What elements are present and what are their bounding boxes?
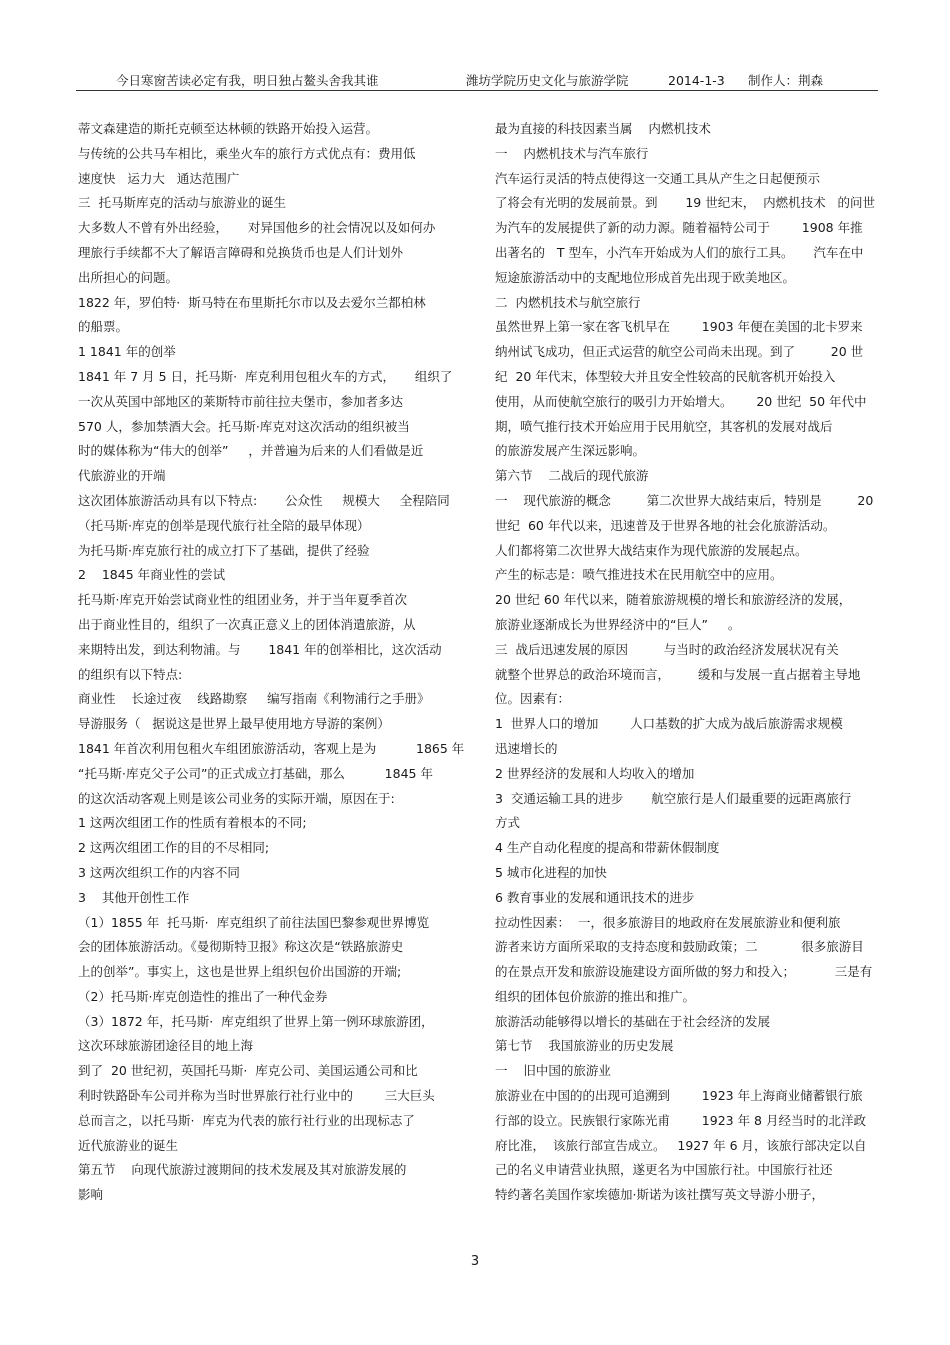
- text-line: 近代旅游业的诞生: [78, 1137, 179, 1153]
- text-line: 20 世纪 60 年代以来，随着旅游规模的增长和旅游经济的发展，: [495, 592, 852, 608]
- text-line: 纳州试飞成功，但正式运营的航空公司尚未出现。到了 20 世: [495, 344, 864, 360]
- text-line: 人们都将第二次世界大战结束作为现代旅游的发展起点。: [495, 542, 808, 558]
- text-line: 2 这两次组团工作的目的不尽相同;: [78, 840, 270, 856]
- text-line: 行部的设立。民族银行家陈光甫 1923 年 8 月经当时的北洋政: [495, 1112, 866, 1128]
- text-line: 产生的标志是：喷气推进技术在民用航空中的应用。: [495, 567, 783, 583]
- text-line: 的这次活动客观上则是该公司业务的实际开端，原因在于:: [78, 790, 395, 806]
- text-line: 旅游业逐渐成长为世界经济中的“巨人” 。: [495, 616, 741, 632]
- text-line: 位。因素有：: [495, 691, 571, 707]
- text-line: 第七节 我国旅游业的历史发展: [495, 1038, 674, 1054]
- text-line: 三 托马斯库克的活动与旅游业的诞生: [78, 195, 286, 211]
- text-line: 代旅游业的开端: [78, 468, 166, 484]
- text-line: 一 现代旅游的概念 第二次世界大战结束后，特别是 20: [495, 492, 874, 508]
- text-line: 1822 年，罗伯特· 斯马特在布里斯托尔市以及去爱尔兰都柏林: [78, 294, 426, 310]
- text-line: 旅游活动能够得以增长的基础在于社会经济的发展: [495, 1013, 771, 1029]
- text-line: 1841 年首次利用包租火车组团旅游活动，客观上是为 1865 年: [78, 740, 465, 756]
- text-line: 为托马斯·库克旅行社的成立打下了基础，提供了经验: [78, 542, 370, 558]
- text-line: 1841 年 7 月 5 日，托马斯· 库克利用包租火车的方式， 组织了: [78, 368, 453, 384]
- right-column: [495, 117, 885, 1208]
- text-line: 来期特出发，到达利物浦。与 1841 年的创举相比，这次活动: [78, 641, 442, 657]
- text-line: 托马斯·库克开始尝试商业性的组团业务，并于当年夏季首次: [78, 592, 407, 608]
- text-line: 总而言之，以托马斯· 库克为代表的旅行社行业的出现标志了: [78, 1112, 415, 1128]
- header-author: 制作人：荆森: [748, 73, 824, 88]
- text-line: 2 1845 年商业性的尝试: [78, 567, 226, 583]
- text-line: 方式: [495, 815, 521, 831]
- header-motto: 今日寒窗苦读必定有我，明日独占鳌头舍我其谁: [116, 73, 379, 88]
- text-line: 虽然世界上第一家在客飞机早在 1903 年便在美国的北卡罗来: [495, 319, 863, 335]
- text-line: 了将会有光明的发展前景。到 19 世纪末， 内燃机技术 的问世: [495, 195, 876, 211]
- text-line: 纪 20 年代末，体型较大并且安全性较高的民航客机开始投入: [495, 368, 836, 384]
- text-line: 第六节 二战后的现代旅游: [495, 468, 649, 484]
- text-line: “托马斯·库克父子公司”的正式成立打基础，那么 1845 年: [78, 765, 433, 781]
- text-line: 旅游业在中国的的出现可追溯到 1923 年上海商业储蓄银行旅: [495, 1088, 863, 1104]
- text-line: 的组织有以下特点:: [78, 666, 183, 682]
- text-line: 迅速增长的: [495, 740, 558, 756]
- text-line: 上的创举”。事实上，这也是世界上组织包价出国游的开端;: [78, 964, 402, 980]
- left-column: [78, 117, 468, 1208]
- text-line: 的在景点开发和旅游设施建设方面所做的努力和投入； 三是有: [495, 964, 873, 980]
- text-line: 三 战后迅速发展的原因 与当时的政治经济发展状况有关: [495, 641, 839, 657]
- text-line: 一次从英国中部地区的莱斯特市前往拉夫堡市，参加者多达: [78, 393, 404, 409]
- text-line: 1 这两次组团工作的性质有着根本的不同;: [78, 815, 307, 831]
- text-line: 利时铁路卧车公司并称为当时世界旅行社行业中的 三大巨头: [78, 1088, 435, 1104]
- text-line: 到了 20 世纪初，英国托马斯· 库克公司、美国运通公司和比: [78, 1063, 418, 1079]
- header-rule: [76, 90, 878, 91]
- text-line: 3 其他开创性工作: [78, 889, 190, 905]
- text-line: 这次环球旅游团途径目的地上海: [78, 1038, 254, 1054]
- text-line: （托马斯·库克的创举是现代旅行社全陪的最早体现）: [78, 517, 370, 533]
- text-line: 己的名义申请营业执照，遂更名为中国旅行社。中国旅行社还: [495, 1162, 833, 1178]
- text-line: 导游服务（ 据说这是世界上最早使用地方导游的案例）: [78, 716, 390, 732]
- text-line: 6 教育事业的发展和通讯技术的进步: [495, 889, 695, 905]
- text-line: 游者来访方面所采取的支持态度和鼓励政策；二 很多旅游目: [495, 939, 864, 955]
- text-line: 与传统的公共马车相比，乘坐火车的旅行方式优点有：费用低: [78, 145, 416, 161]
- text-line: 5 城市化进程的加快: [495, 864, 607, 880]
- text-line: 3 交通运输工具的进步 航空旅行是人们最重要的远距离旅行: [495, 790, 852, 806]
- text-line: 的船票。: [78, 319, 129, 335]
- page-number: 3: [470, 1254, 480, 1269]
- text-line: 出所担心的问题。: [78, 269, 179, 285]
- text-line: 1 世界人口的增加 人口基数的扩大成为战后旅游需求规模: [495, 716, 843, 732]
- header-date: 2014-1-3: [668, 73, 725, 88]
- text-line: 蒂文森建造的斯托克顿至达林顿的铁路开始投入运营。: [78, 121, 379, 136]
- text-line: 一 旧中国的旅游业: [495, 1063, 611, 1079]
- text-line: 理旅行手续都不大了解语言障碍和兑换货币也是人们计划外: [78, 244, 404, 260]
- text-line: （2）托马斯·库克创造性的推出了一种代金券: [78, 988, 328, 1004]
- page-header: [76, 72, 878, 90]
- text-line: 使用，从而使航空旅行的吸引力开始增大。 20 世纪 50 年代中: [495, 393, 867, 409]
- text-line: 大多数人不曾有外出经验， 对异国他乡的社会情况以及如何办: [78, 220, 436, 236]
- text-line: 第五节 向现代旅游过渡期间的技术发展及其对旅游发展的: [78, 1162, 407, 1178]
- text-line: （3）1872 年，托马斯· 库克组织了世界上第一例环球旅游团，: [78, 1013, 434, 1029]
- text-line: 特约著名美国作家埃德加·斯诺为该社撰写英文导游小册子，: [495, 1187, 824, 1203]
- text-line: 组织的团体包价旅游的推出和推广。: [495, 988, 696, 1004]
- text-line: 为汽车的发展提供了新的动力源。随着福特公司于 1908 年推: [495, 220, 863, 236]
- text-line: （1）1855 年 托马斯· 库克组织了前往法国巴黎参观世界博览: [78, 914, 430, 930]
- text-line: 4 生产自动化程度的提高和带薪休假制度: [495, 840, 720, 856]
- text-line: 的旅游发展产生深远影响。: [495, 443, 646, 459]
- text-line: 出于商业性目的，组织了一次真正意义上的团体消遣旅游，从: [78, 616, 416, 632]
- text-line: 拉动性因素： 一，很多旅游目的地政府在发展旅游业和便利旅: [495, 914, 841, 930]
- text-line: 1 1841 年的创举: [78, 344, 176, 360]
- text-line: 影响: [78, 1187, 104, 1203]
- text-line: 出著名的 T 型车，小汽车开始成为人们的旅行工具。 汽车在中: [495, 244, 864, 260]
- text-line: 最为直接的科技因素当属 内燃机技术: [495, 121, 711, 136]
- text-line: 速度快 运力大 通达范围广: [78, 170, 240, 186]
- text-line: 570 人，参加禁酒大会。托马斯·库克对这次活动的组织被当: [78, 418, 410, 434]
- text-line: 短途旅游活动中的支配地位形成首先出现于欧美地区。: [495, 269, 796, 285]
- text-line: 2 世界经济的发展和人均收入的增加: [495, 765, 695, 781]
- text-line: 期，喷气推行技术开始应用于民用航空，其客机的发展对战后: [495, 418, 833, 434]
- text-line: 二 内燃机技术与航空旅行: [495, 294, 641, 310]
- text-line: 会的团体旅游活动。《曼彻斯特卫报》称这次是“铁路旅游史: [78, 939, 404, 955]
- text-line: 时的媒体称为“伟大的创举” ，并普遍为后来的人们看做是近: [78, 443, 424, 459]
- header-school: 潍坊学院历史文化与旅游学院: [466, 73, 629, 88]
- text-line: 就整个世界总的政治环境而言， 缓和与发展一直占据着主导地: [495, 666, 861, 682]
- text-line: 汽车运行灵活的特点使得这一交通工具从产生之日起便预示: [495, 170, 821, 186]
- text-line: 世纪 60 年代以来，迅速普及于世界各地的社会化旅游活动。: [495, 517, 836, 533]
- text-line: 一 内燃机技术与汽车旅行: [495, 145, 649, 161]
- text-line: 3 这两次组织工作的内容不同: [78, 864, 240, 880]
- text-line: 这次团体旅游活动具有以下特点: 公众性 规模大 全程陪同: [78, 492, 450, 508]
- text-line: 商业性 长途过夜 线路勘察 编写指南《利物浦行之手册》: [78, 691, 430, 707]
- text-line: 府比准， 该旅行部宣告成立。 1927 年 6 月，该旅行部决定以自: [495, 1137, 867, 1153]
